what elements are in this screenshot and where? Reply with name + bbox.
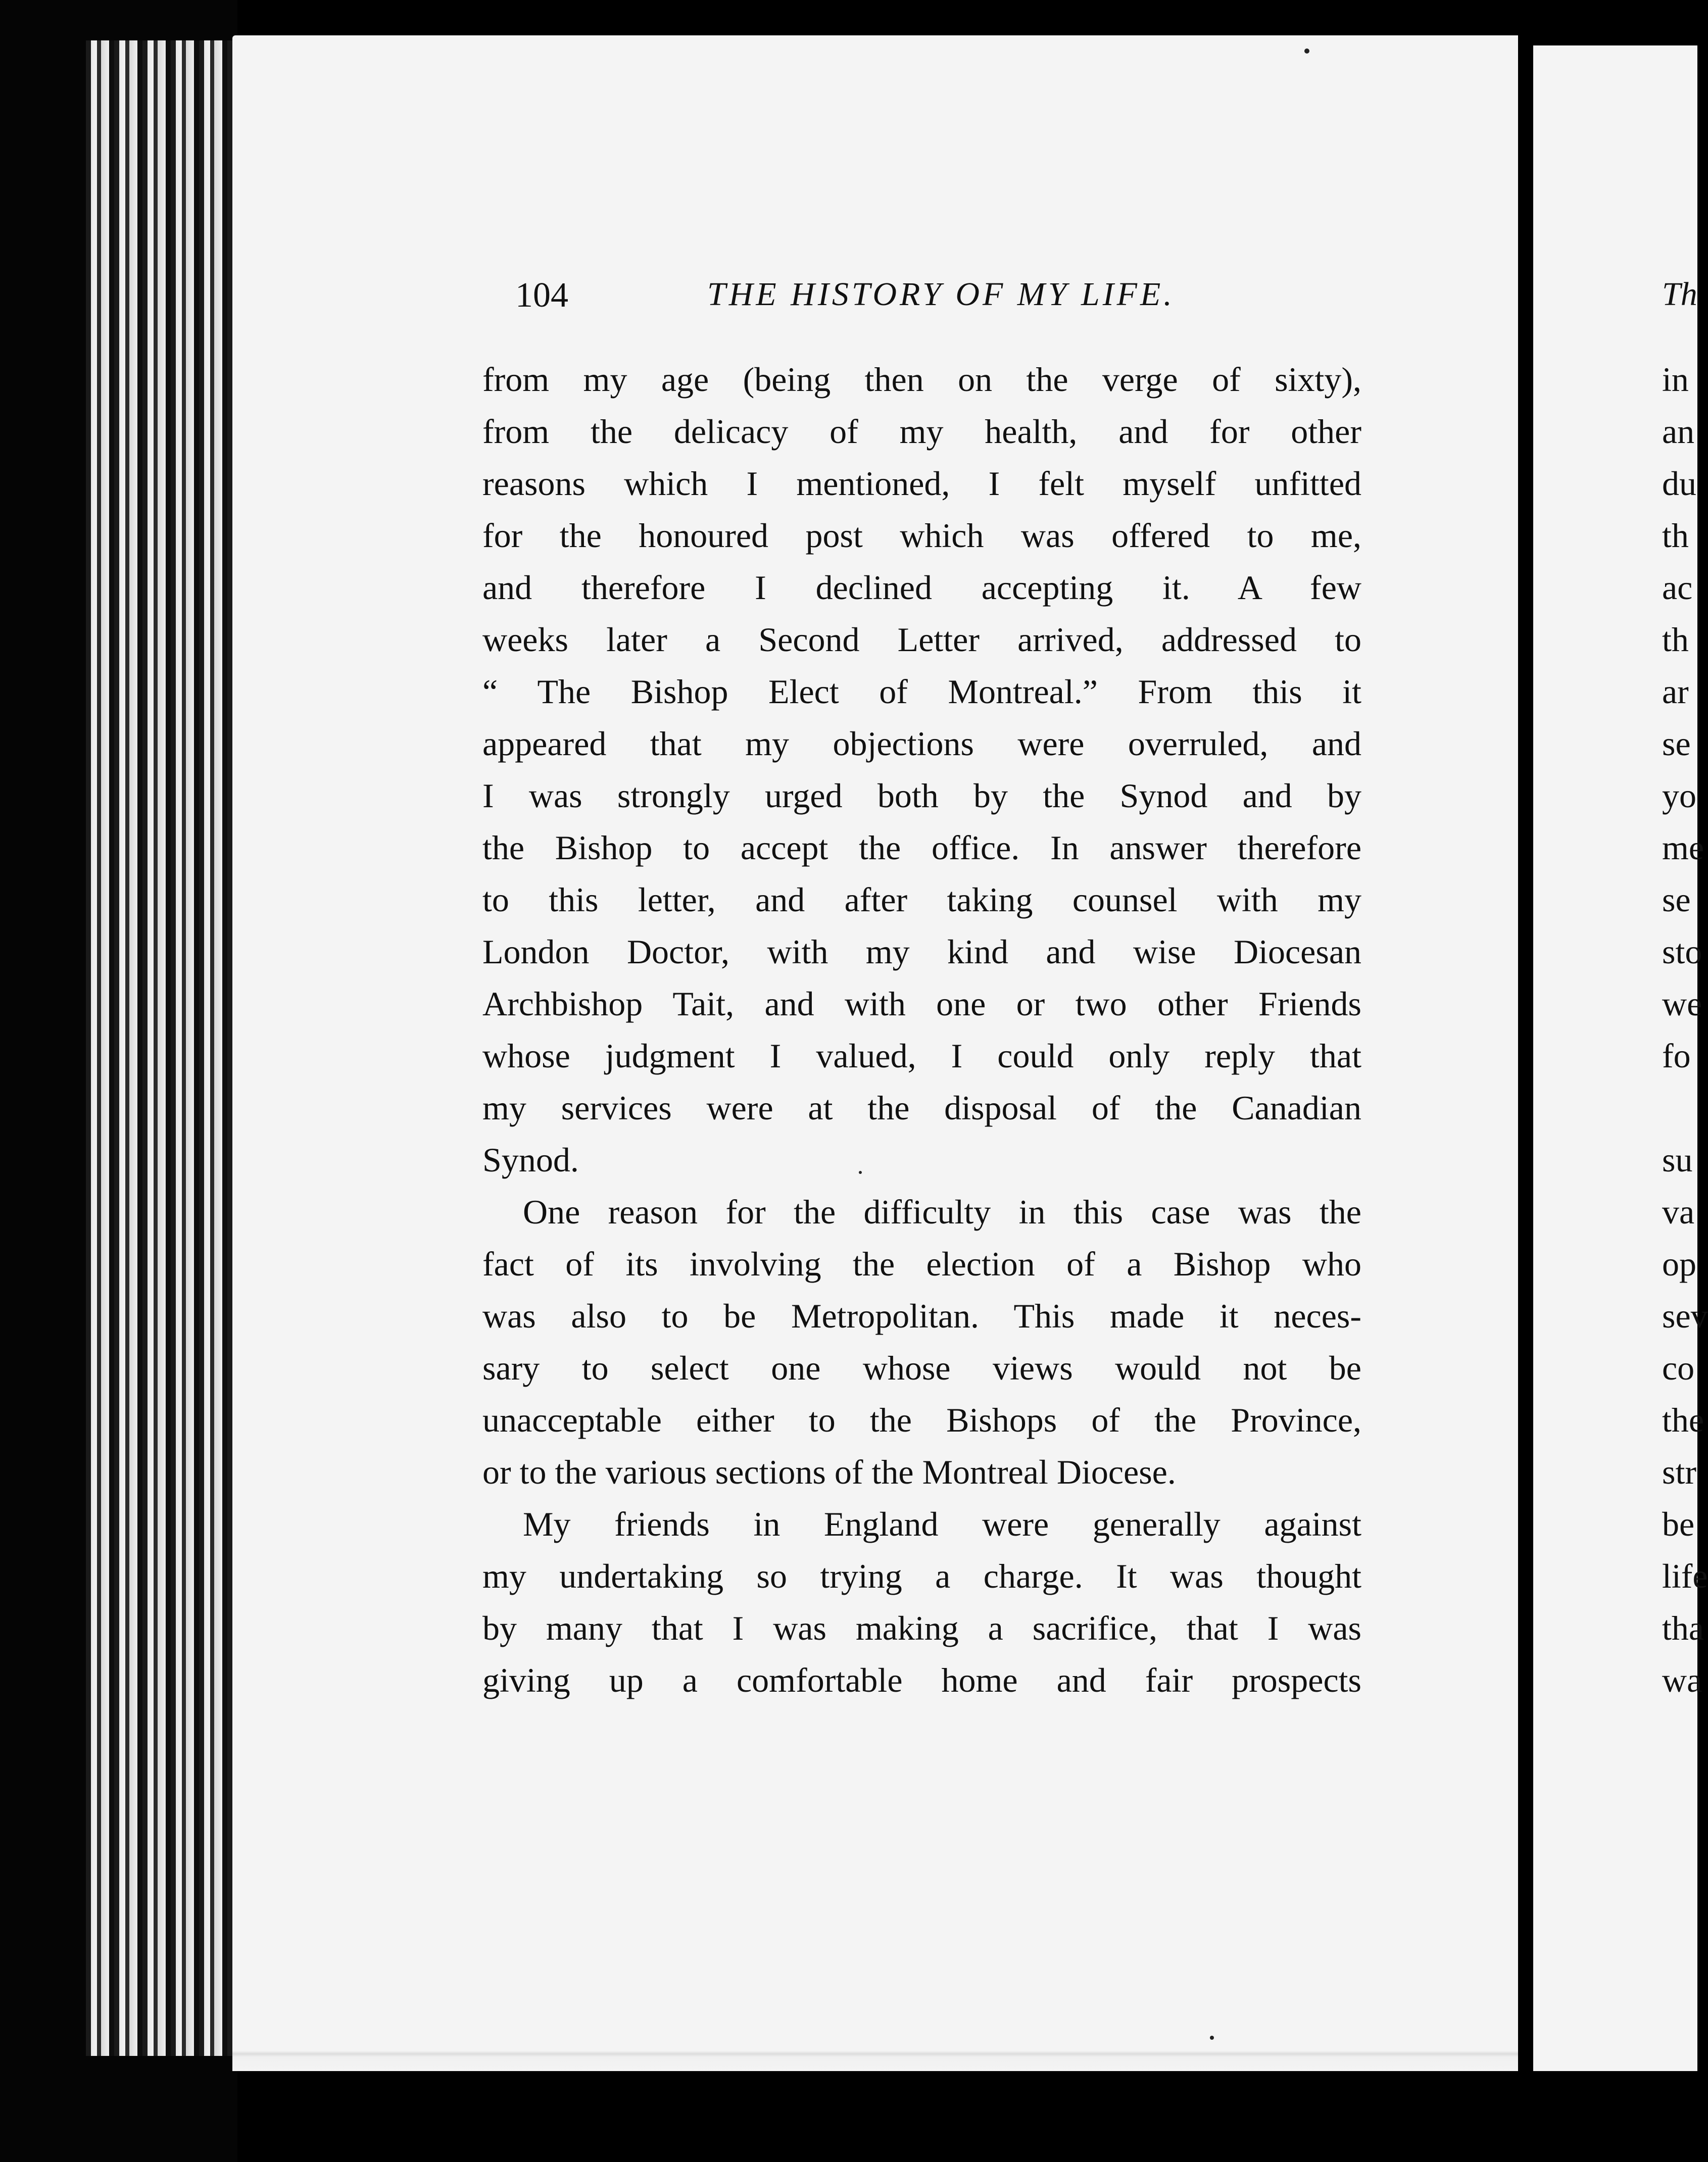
page-number: 104	[515, 276, 568, 315]
facing-line: sto	[1662, 932, 1702, 971]
text-line: reasons which I mentioned, I felt myself unfitted	[482, 464, 1361, 503]
text-line: “ The Bishop Elect of Montreal.” From this it	[482, 672, 1361, 711]
facing-line: se	[1662, 724, 1691, 763]
text-line: appeared that my objections were overruled, and	[482, 724, 1361, 763]
text-line: fact of its involving the election of a Bishop who	[482, 1245, 1361, 1283]
scan-speck	[859, 1171, 862, 1174]
text-line: and therefore I declined accepting it. A few	[482, 568, 1361, 607]
body-text	[482, 354, 1361, 1706]
text-line: My friends in England were generally against	[523, 1505, 1361, 1543]
text-line: weeks later a Second Letter arrived, addressed to	[482, 620, 1361, 659]
text-line: from the delicacy of my health, and for other	[482, 412, 1361, 451]
text-line: or to the various sections of the Montreal Diocese.	[482, 1453, 1176, 1491]
text-line: Synod.	[482, 1141, 579, 1179]
facing-line: du	[1662, 464, 1696, 503]
text-line: I was strongly urged both by the Synod and by	[482, 776, 1361, 815]
text-line: by many that I was making a sacrifice, that I was	[482, 1609, 1361, 1647]
facing-line: se	[1662, 880, 1691, 919]
facing-line: ac	[1662, 568, 1693, 607]
scan-speck	[1304, 48, 1309, 54]
text-line: London Doctor, with my kind and wise Diocesan	[482, 932, 1361, 971]
facing-page-text	[1662, 354, 1708, 1706]
text-line: the Bishop to accept the office. In answer therefore	[482, 828, 1361, 867]
facing-running-head: Th	[1662, 276, 1697, 313]
running-title: THE HISTORY OF MY LIFE.	[707, 276, 1175, 313]
facing-line: th	[1662, 620, 1689, 659]
book-page-edges	[86, 40, 237, 2056]
running-head	[515, 275, 1344, 321]
facing-line: va	[1662, 1193, 1695, 1231]
facing-line: fo	[1662, 1037, 1691, 1075]
facing-line: tha	[1662, 1609, 1704, 1647]
facing-line: an	[1662, 412, 1695, 451]
facing-line: be	[1662, 1505, 1695, 1543]
text-line: my services were at the disposal of the Canadian	[482, 1089, 1361, 1127]
text-line: Archbishop Tait, and with one or two other Friends	[482, 985, 1361, 1023]
page-bottom-edge	[232, 2051, 1518, 2071]
scan-speck	[1210, 2036, 1214, 2040]
text-line: from my age (being then on the verge of sixty),	[482, 360, 1361, 399]
facing-line: sev	[1662, 1297, 1708, 1335]
text-line: unacceptable either to the Bishops of the Province,	[482, 1401, 1361, 1439]
book-gutter	[1518, 35, 1533, 2071]
facing-line: su	[1662, 1141, 1693, 1179]
facing-paragraph-gap	[1662, 1082, 1697, 1134]
facing-line: the	[1662, 1401, 1704, 1439]
facing-line: ar	[1662, 672, 1689, 711]
facing-line: yo	[1662, 776, 1696, 815]
facing-line: co	[1662, 1349, 1695, 1387]
facing-line: wa	[1662, 1661, 1702, 1699]
facing-line: op	[1662, 1245, 1696, 1283]
facing-line: str	[1662, 1453, 1696, 1491]
text-line: sary to select one whose views would not be	[482, 1349, 1361, 1387]
facing-line: in	[1662, 360, 1689, 399]
text-line: my undertaking so trying a charge. It was thought	[482, 1557, 1361, 1595]
facing-line: me	[1662, 828, 1704, 867]
text-line: giving up a comfortable home and fair prospects	[482, 1661, 1361, 1699]
text-line: whose judgment I valued, I could only reply that	[482, 1037, 1361, 1075]
facing-line: life	[1662, 1557, 1708, 1595]
facing-line: we	[1662, 985, 1702, 1023]
text-line: to this letter, and after taking counsel with my	[482, 880, 1361, 919]
text-line: was also to be Metropolitan. This made it neces-	[482, 1297, 1361, 1335]
text-line: One reason for the difficulty in this case was the	[523, 1193, 1361, 1231]
text-line: for the honoured post which was offered to me,	[482, 516, 1361, 555]
facing-line: th	[1662, 516, 1689, 555]
